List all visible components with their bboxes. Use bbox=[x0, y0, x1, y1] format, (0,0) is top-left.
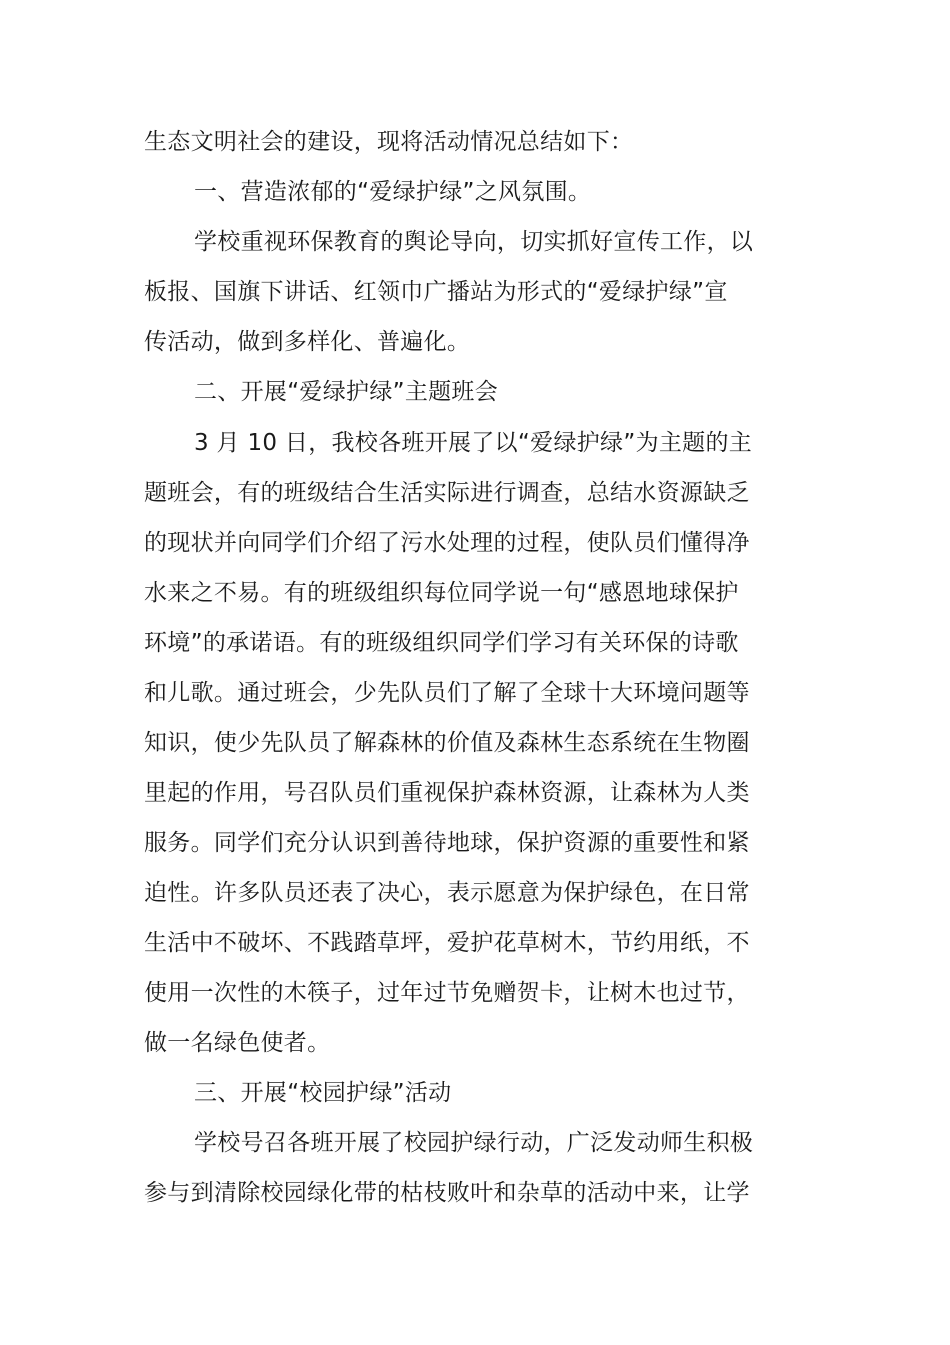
section-heading-3: 三、开展“校园护绿”活动 bbox=[194, 1080, 452, 1106]
text-line: 服务。同学们充分认识到善待地球，保护资源的重要性和紧 bbox=[144, 830, 750, 856]
text-line: 生活中不破坏、不践踏草坪，爱护花草树木，节约用纸，不 bbox=[144, 930, 750, 956]
text-line: 题班会，有的班级结合生活实际进行调查，总结水资源缺乏 bbox=[144, 480, 750, 506]
text-line: 学校号召各班开展了校园护绿行动，广泛发动师生积极 bbox=[194, 1130, 754, 1156]
text-line: 使用一次性的木筷子，过年过节免赠贺卡，让树木也过节， bbox=[144, 980, 750, 1006]
text-line: 的现状并向同学们介绍了污水处理的过程，使队员们懂得净 bbox=[144, 530, 750, 556]
section-heading-2: 二、开展“爱绿护绿”主题班会 bbox=[194, 379, 499, 405]
text-line: 学校重视环保教育的舆论导向，切实抓好宣传工作，以 bbox=[194, 229, 754, 255]
text-line: 3 月 10 日，我校各班开展了以“爱绿护绿”为主题的主 bbox=[194, 430, 753, 456]
text-line: 里起的作用，号召队员们重视保护森林资源，让森林为人类 bbox=[144, 780, 750, 806]
text-line: 水来之不易。有的班级组织每位同学说一句“感恩地球保护 bbox=[144, 580, 739, 606]
text-line: 和儿歌。通过班会，少先队员们了解了全球十大环境问题等 bbox=[144, 680, 750, 706]
text-line: 做一名绿色使者。 bbox=[144, 1030, 331, 1056]
text-line: 参与到清除校园绿化带的枯枝败叶和杂草的活动中来，让学 bbox=[144, 1180, 750, 1206]
text-line: 生态文明社会的建设，现将活动情况总结如下： bbox=[144, 129, 634, 155]
text-line: 环境”的承诺语。有的班级组织同学们学习有关环保的诗歌 bbox=[144, 630, 739, 656]
section-heading-1: 一、营造浓郁的“爱绿护绿”之风氛围。 bbox=[194, 179, 592, 205]
text-line: 传活动，做到多样化、普遍化。 bbox=[144, 329, 471, 355]
text-line: 板报、国旗下讲话、红领巾广播站为形式的“爱绿护绿”宣 bbox=[144, 279, 728, 305]
text-line: 知识，使少先队员了解森林的价值及森林生态系统在生物圈 bbox=[144, 730, 750, 756]
text-line: 迫性。许多队员还表了决心，表示愿意为保护绿色，在日常 bbox=[144, 880, 750, 906]
